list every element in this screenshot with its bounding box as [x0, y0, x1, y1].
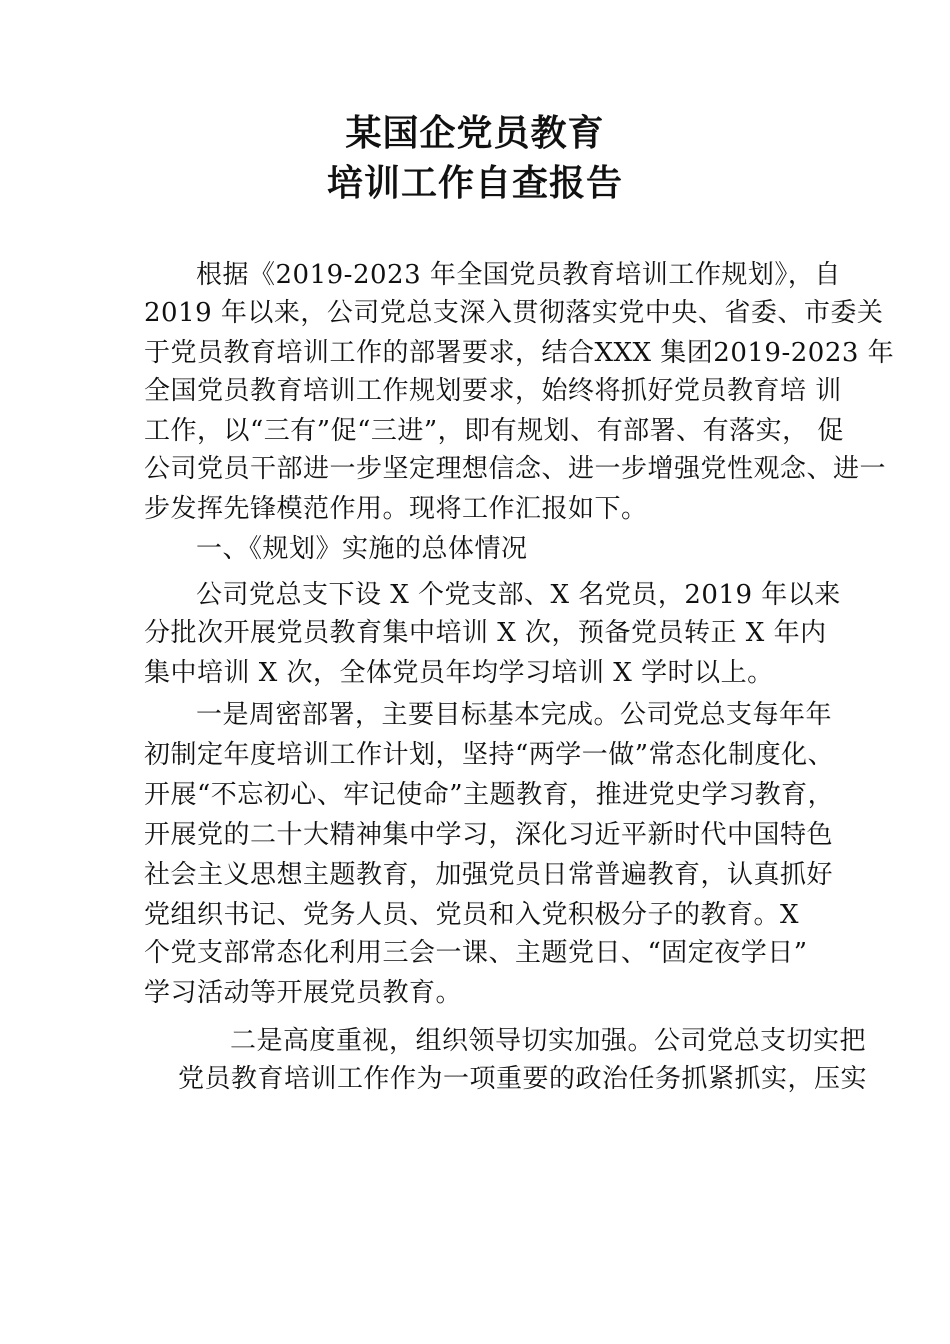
paragraph-line: 集中培训 X 次，全体党员年均学习培训 X 学时以上。	[144, 658, 774, 688]
paragraph-line: 步发挥先锋模范作用。现将工作汇报如下。	[144, 494, 648, 524]
paragraph-line: 党员教育培训工作作为一项重要的政治任务抓紧抓实，压实	[178, 1064, 868, 1094]
paragraph-line: 分批次开展党员教育集中培训 X 次，预备党员转正 X 年内	[144, 618, 827, 648]
paragraph-line: 一是周密部署，主要目标基本完成。公司党总支每年年	[196, 700, 833, 730]
document-title-line-2: 培训工作自查报告	[326, 162, 623, 204]
paragraph-line: 学习活动等开展党员教育。	[144, 978, 463, 1008]
paragraph-line: 党组织书记、党务人员、党员和入党积极分子的教育。X	[144, 900, 800, 930]
paragraph-line: 开展党的二十大精神集中学习，深化习近平新时代中国特色	[144, 820, 834, 850]
paragraph-line: 根据《2019-2023 年全国党员教育培训工作规划》，自	[196, 260, 841, 290]
paragraph-line: 二是高度重视，组织领导切实加强。公司党总支切实把	[230, 1026, 867, 1056]
paragraph-line: 于党员教育培训工作的部署要求，结合XXX 集团2019-2023 年	[144, 338, 895, 368]
section-heading: 一、《规划》实施的总体情况	[196, 534, 528, 564]
paragraph-line: 初制定年度培训工作计划，坚持“两学一做”常态化制度化、	[144, 740, 835, 770]
paragraph-line: 个党支部常态化利用三会一课、主题党日、“固定夜学日”	[144, 938, 808, 968]
paragraph-line: 公司党总支下设 X 个党支部、X 名党员，2019 年以来	[196, 580, 841, 610]
paragraph-line: 开展“不忘初心、牢记使命”主题教育，推进党史学习教育，	[144, 780, 835, 810]
paragraph-line: 社会主义思想主题教育，加强党员日常普遍教育，认真抓好	[144, 860, 834, 890]
paragraph-line: 公司党员干部进一步坚定理想信念、进一步增强党性观念、进一	[144, 454, 887, 484]
paragraph-line: 2019 年以来，公司党总支深入贯彻落实党中央、省委、市委关	[144, 298, 884, 328]
paragraph-line: 全国党员教育培训工作规划要求，始终将抓好党员教育培 训	[144, 376, 842, 406]
document-title-line-1: 某国企党员教育	[345, 112, 605, 154]
paragraph-line: 工作，以“三有”促“三进”，即有规划、有部署、有落实， 促	[144, 416, 844, 446]
